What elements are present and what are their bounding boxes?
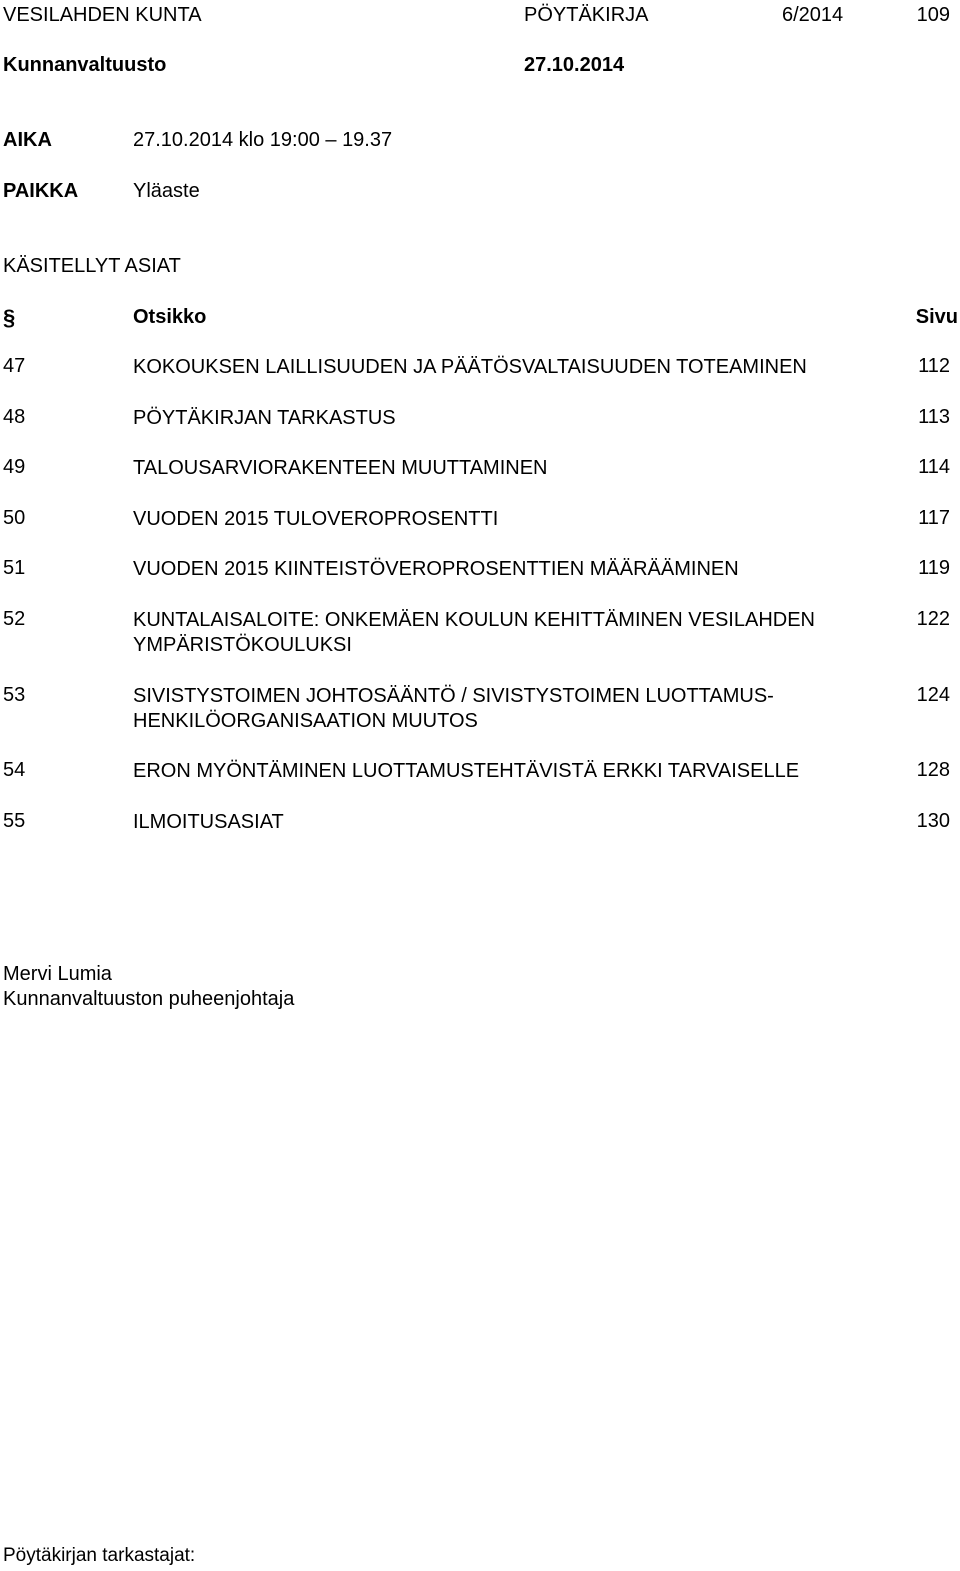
toc-heading: KÄSITELLYT ASIAT	[3, 255, 181, 277]
toc-item-number: 47	[3, 355, 26, 377]
council-name: Kunnanvaltuusto	[3, 54, 167, 76]
toc-item-number: 53	[3, 684, 26, 706]
toc-item-number: 49	[3, 456, 26, 478]
toc-item-title: ERON MYÖNTÄMINEN LUOTTAMUSTEHTÄVISTÄ ERKKI TARVAISELLE	[133, 760, 800, 782]
toc-item-title: KUNTALAISALOITE: ONKEMÄEN KOULUN KEHITTÄMINEN VESILAHDEN YMPÄRISTÖKOULUKSI	[133, 609, 815, 656]
col-page-header: Sivu	[915, 306, 958, 328]
toc-item-page: 130	[916, 810, 950, 832]
section-symbol: §	[3, 305, 16, 330]
toc-item-page: 117	[918, 507, 950, 529]
toc-item-title: KOKOUKSEN LAILLISUUDEN JA PÄÄTÖSVALTAISUUDEN TOTEAMINEN	[133, 356, 807, 378]
toc-item-title: TALOUSARVIORAKENTEEN MUUTTAMINEN	[133, 457, 548, 479]
place-label: PAIKKA	[3, 180, 79, 202]
time-value: 27.10.2014 klo 19:00 – 19.37	[133, 129, 393, 151]
toc-item-title: VUODEN 2015 TULOVEROPROSENTTI	[133, 508, 499, 530]
toc-item-number: 48	[3, 406, 26, 428]
toc-item-number: 51	[3, 557, 26, 579]
toc-item-page: 113	[918, 406, 950, 428]
toc-item-title: PÖYTÄKIRJAN TARKASTUS	[133, 407, 396, 429]
signer-name: Mervi Lumia	[3, 963, 112, 985]
toc-item-title: ILMOITUSASIAT	[133, 811, 284, 833]
document-type: PÖYTÄKIRJA	[524, 4, 649, 26]
toc-item-page: 119	[918, 557, 950, 579]
toc-item-number: 54	[3, 759, 26, 781]
toc-item-page: 128	[916, 759, 950, 781]
col-title-header: Otsikko	[133, 306, 207, 328]
toc-item-title: SIVISTYSTOIMEN JOHTOSÄÄNTÖ / SIVISTYSTOIMEN LUOTTAMUS-HENKILÖORGANISAATION MUUTOS	[133, 685, 774, 732]
document-number: 6/2014	[782, 4, 844, 26]
toc-item-number: 52	[3, 608, 26, 630]
toc-item-page: 122	[916, 608, 950, 630]
toc-item-number: 55	[3, 810, 26, 832]
toc-item-page: 112	[918, 355, 950, 377]
municipality-name: VESILAHDEN KUNTA	[3, 4, 202, 26]
toc-item-title: VUODEN 2015 KIINTEISTÖVEROPROSENTTIEN MÄÄRÄÄMINEN	[133, 558, 739, 580]
page-number: 109	[916, 4, 950, 26]
reviewers-label: Pöytäkirjan tarkastajat:	[3, 1545, 196, 1566]
toc-item-page: 114	[918, 456, 950, 478]
meeting-date: 27.10.2014	[524, 54, 625, 76]
signer-role: Kunnanvaltuuston puheenjohtaja	[3, 988, 295, 1010]
place-value: Yläaste	[133, 180, 200, 202]
time-label: AIKA	[3, 129, 52, 151]
toc-item-number: 50	[3, 507, 26, 529]
toc-item-page: 124	[916, 684, 950, 706]
